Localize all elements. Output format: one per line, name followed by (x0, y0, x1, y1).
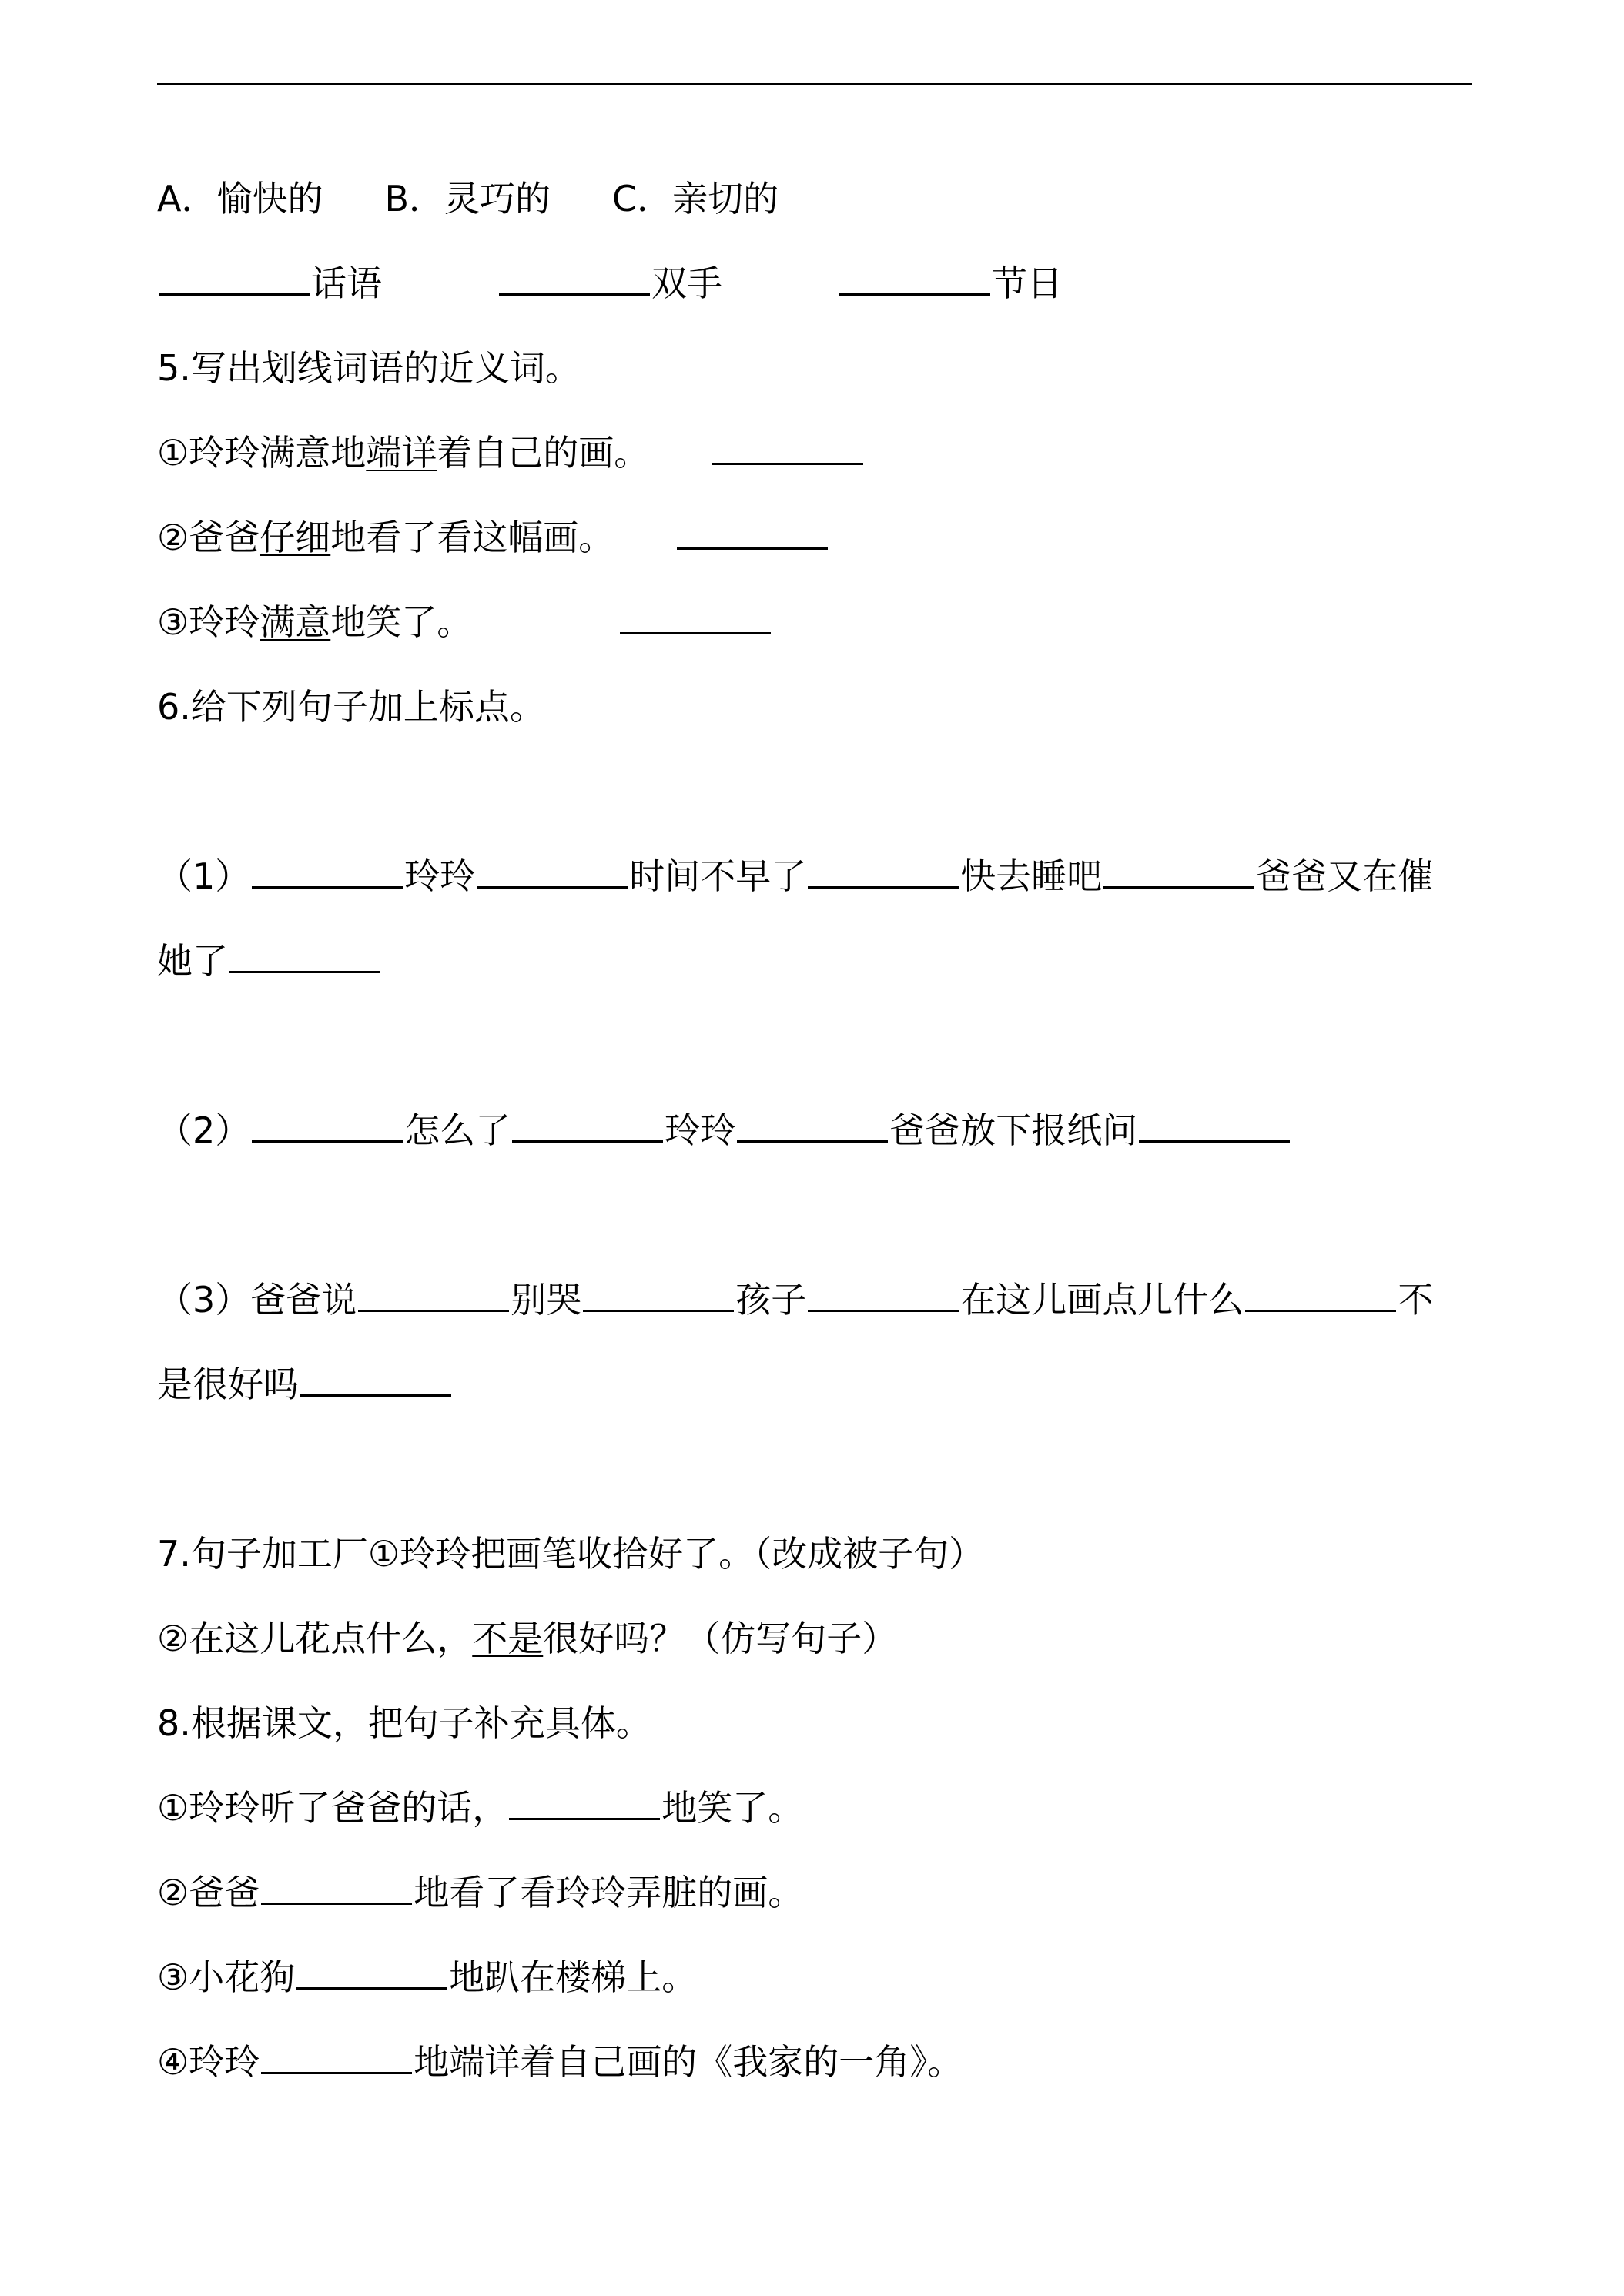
q5-sentence-3 (157, 601, 772, 644)
option-a-text: 愉快的 (216, 178, 323, 219)
q6-p3-text: 在这儿画点儿什么 (960, 1279, 1244, 1320)
answer-blank[interactable] (737, 1110, 888, 1143)
answer-blank[interactable] (300, 1364, 451, 1397)
q6-p3-line2 (157, 1363, 453, 1406)
answer-blank[interactable] (808, 855, 959, 889)
q8-s4-post: 地端详着自己画的《我家的一角》。 (414, 2041, 963, 2083)
q6-title: 6.给下列句子加上标点。 (157, 686, 545, 728)
q5-s3-underlined: 满意 (260, 601, 331, 643)
fill-word-1: 话语 (311, 263, 382, 304)
answer-blank[interactable] (229, 940, 380, 973)
answer-blank[interactable] (252, 1110, 403, 1143)
q8-s3-post: 地趴在楼梯上。 (449, 1956, 698, 1998)
answer-blank[interactable] (261, 2041, 412, 2074)
q7-l2-pre: ②在这儿花点什么， (157, 1618, 473, 1659)
q6-p3-text: 是很好吗 (157, 1364, 299, 1405)
answer-blank[interactable] (477, 855, 628, 889)
q6-p1-text: 快去睡吧 (960, 855, 1103, 897)
q8-sentence-3 (157, 1956, 697, 1999)
q6-p1-text: 时间不早了 (629, 855, 807, 897)
q5-sentence-1 (157, 431, 865, 474)
answer-blank[interactable] (1103, 855, 1254, 889)
q8-s1-post: 地笑了。 (661, 1787, 804, 1829)
q8-s3-pre: ③小花狗 (157, 1956, 296, 1998)
answer-blank[interactable] (296, 1956, 447, 1990)
options-line (157, 177, 779, 220)
q6-p1-text: 爸爸又在催 (1256, 855, 1434, 897)
q6-p1-line1 (157, 855, 1433, 898)
q6-p2-line (157, 1109, 1291, 1152)
q5-s1-underlined: 端详 (366, 432, 437, 474)
answer-blank[interactable] (512, 1110, 663, 1143)
fill-word-3: 节日 (992, 263, 1063, 304)
q8-s4-pre: ④玲玲 (157, 2041, 260, 2083)
q8-sentence-4 (157, 2040, 963, 2083)
answer-blank[interactable] (499, 263, 650, 296)
q6-p2-text: 爸爸放下报纸问 (889, 1110, 1138, 1151)
header-rule (157, 83, 1472, 85)
q8-s2-pre: ②爸爸 (157, 1872, 260, 1913)
answer-blank[interactable] (261, 1872, 412, 1905)
q5-s3-post: 地笑了。 (330, 601, 473, 643)
q5-s2-pre: ②爸爸 (157, 517, 260, 558)
answer-blank[interactable] (1139, 1110, 1290, 1143)
option-a-letter: A． (157, 178, 217, 219)
answer-blank[interactable] (159, 263, 310, 296)
q6-p3-text: （3）爸爸说 (157, 1279, 357, 1320)
q6-p3-text: 别哭 (511, 1279, 582, 1320)
fill-word-2: 双手 (651, 263, 722, 304)
q6-p3-text: 孩子 (735, 1279, 807, 1320)
answer-blank[interactable] (677, 517, 828, 550)
q5-title: 5.写出划线词语的近义词。 (157, 347, 581, 389)
q7-l2-underlined: 不是 (472, 1618, 544, 1659)
q6-p1-line2 (157, 939, 382, 982)
option-c-letter: C． (612, 178, 673, 219)
answer-blank[interactable] (712, 432, 863, 465)
q8-s2-post: 地看了看玲玲弄脏的画。 (414, 1872, 804, 1913)
option-b-text: 灵巧的 (444, 178, 551, 219)
q6-p2-text: 怎么了 (404, 1110, 511, 1151)
answer-blank[interactable] (358, 1279, 509, 1312)
answer-blank[interactable] (583, 1279, 734, 1312)
q6-p1-label: （1） (157, 855, 251, 897)
q8-sentence-1 (157, 1786, 803, 1829)
answer-blank[interactable] (808, 1279, 959, 1312)
q6-p2-label: （2） (157, 1110, 251, 1151)
q5-s2-underlined: 仔细 (260, 517, 331, 558)
answer-blank[interactable] (1245, 1279, 1396, 1312)
q5-s2-post: 地看了看这幅画。 (330, 517, 614, 558)
q8-sentence-2 (157, 1871, 803, 1914)
q5-s1-pre: ①玲玲满意地 (157, 432, 367, 474)
q7-line2 (157, 1617, 897, 1660)
option-c-text: 亲切的 (672, 178, 779, 219)
q5-s1-post: 着自己的画。 (437, 432, 650, 474)
q6-p3-line1 (157, 1278, 1433, 1321)
q6-p3-text: 不 (1398, 1279, 1434, 1320)
q7-line1: 7.句子加工厂①玲玲把画笔收拾好了。（改成被子句） (157, 1533, 985, 1575)
q7-l2-post: 很好吗？（仿写句子） (543, 1618, 898, 1659)
q5-s3-pre: ③玲玲 (157, 601, 260, 643)
q5-sentence-2 (157, 516, 829, 559)
answer-blank[interactable] (252, 855, 403, 889)
fill-line (157, 262, 1063, 305)
answer-blank[interactable] (839, 263, 990, 296)
q6-p2-text: 玲玲 (665, 1110, 736, 1151)
answer-blank[interactable] (509, 1787, 660, 1820)
q6-p1-text: 玲玲 (404, 855, 476, 897)
answer-blank[interactable] (620, 601, 771, 634)
option-b-letter: B． (384, 178, 445, 219)
q6-p1-text: 她了 (157, 940, 228, 982)
q8-s1-pre: ①玲玲听了爸爸的话， (157, 1787, 508, 1829)
q8-title: 8.根据课文，把句子补充具体。 (157, 1702, 651, 1744)
